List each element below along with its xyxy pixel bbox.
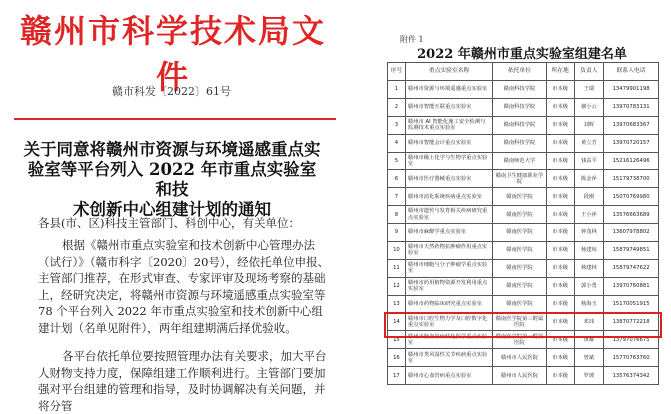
table-cell: 13607978802 [604,224,659,242]
page-gap [343,0,373,414]
table-cell: 赣南医学院 [493,277,546,295]
table-cell: 13970720157 [604,134,659,152]
table-cell: 市本级 [546,295,574,313]
table-cell: 13 [388,295,406,313]
table-cell: 7 [388,188,406,206]
salutation: 各县(市、区)科技主管部门、科创中心，有关单位： [38,216,300,230]
table-cell: 13576663689 [604,206,659,224]
table-cell: 赣州市脑血管病转化医学重点实验室 [405,331,492,349]
table-cell: 10 [388,242,406,260]
table-cell: 赣南科技学院 [493,116,546,134]
document-number: 赣市科发〔2022〕61号 [112,85,231,98]
table-cell: 市本级 [546,98,574,116]
table-cell: 赣州市医疗器械重点实验室 [405,170,492,188]
table-cell: 赣州市资源与环境遥感重点实验室 [405,81,492,99]
table-cell: 市本级 [546,277,574,295]
table-cell: 杨海玉 [574,295,604,313]
table-cell: 13479901198 [604,81,659,99]
table-cell: 赣州市 AI 智能化施工安全检测与监测技术重点实验室 [405,116,492,134]
table-cell: 赣州市天然药物抗肿瘤作用重点实验室 [405,242,492,260]
table-row [388,152,659,170]
table-row [388,116,659,134]
table-cell: 黄耀 [574,331,604,349]
table-cell: 赣南医学院 [493,259,546,277]
table-cell: 赣南医学院第三附属医院 [493,313,546,331]
table-cell: 赣南医学院 [493,242,546,260]
table-cell: 赣州市口腔生物力学及口腔数字化重点实验室 [405,313,492,331]
table-cell: 赣州市消化系统疾病重点实验室 [405,188,492,206]
table-cell: 市本级 [546,367,574,385]
table-row [388,295,659,313]
table-cell: 2 [388,98,406,116]
table-cell: 钟茂林 [574,224,604,242]
table-cell: 13970683367 [604,116,659,134]
table-cell: 郭小勇 [574,277,604,295]
table-cell: 15179738700 [604,170,659,188]
table-cell: 赣南科技学院 [493,81,546,99]
table-cell: 15 [388,331,406,349]
table-row [388,206,659,224]
table-cell: 赣州市智能会计重点实验室 [405,134,492,152]
table-cell: 市本级 [546,170,574,188]
table-cell: 13870772218 [604,313,659,331]
table-cell: 赣州市麻醉学重点实验室 [405,224,492,242]
document-masthead: 赣州市科学技术局文件 [19,12,326,96]
table-cell: 赣州市智能互联重点实验室 [405,98,492,116]
table-cell: 市本级 [546,242,574,260]
table-cell: 11 [388,259,406,277]
table-cell: 市本级 [546,331,574,349]
header-cell: 依托单位 [493,63,546,81]
table-cell: 赣州市类风湿性关节疾病重点实验室 [405,349,492,367]
table-row [388,170,659,188]
header-cell: 重点实验室名称 [405,63,492,81]
table-cell: 王瑞 [574,81,604,99]
table-row [388,98,659,116]
table-cell: 赣州市药物临床研究重点实验室 [405,295,492,313]
table-cell: 赣南科技学院 [493,134,546,152]
table-cell: 市本级 [546,134,574,152]
highlight-box [384,312,662,338]
table-cell: 市本级 [546,188,574,206]
table-cell: 赣州市心血管病重点实验室 [405,367,492,385]
header-cell: 联系人电话 [604,63,659,81]
body-paragraph-1: 根据《赣州市重点实验室和技术创新中心管理办法（试行）》（赣市科字〔2020〕20号），经依托单位申报、主管部门推荐，在形式审查、专家评审及现场考察的基础上，经研究决定，将赣州市资源与环境遥感重点实验室等 78 个平台列入 2022 年市重点实验室和技术创新中心组建计划（名单见附件），两年组建期满后择优验收。 [38,238,330,335]
table-cell: 刘晖 [574,116,604,134]
table-cell: 17 [388,367,406,385]
table-cell: 钱益平 [574,152,604,170]
table-cell: 3 [388,116,406,134]
table-cell: 段刚 [574,188,604,206]
table-row [388,367,659,385]
table-header-row [388,63,659,81]
table-cell: 赣州市遗传与发育相关疾病研究重点实验室 [405,206,492,224]
table-cell: 市本级 [546,152,574,170]
table-cell: 9 [388,224,406,242]
table-cell: 赣南医学院 [493,206,546,224]
table-cell: 市本级 [546,259,574,277]
title-line: 关于同意将赣州市资源与环境遥感重点实 [23,140,321,159]
table-row [388,259,659,277]
table-cell: 13576374342 [604,367,659,385]
table-cell: 14 [388,313,406,331]
table-cell: 市本级 [546,206,574,224]
table-cell: 杨建林 [574,259,604,277]
table-row [388,277,659,295]
table-cell: 赣州市细胞与分子肿瘤学重点实验室 [405,259,492,277]
table-cell: 4 [388,134,406,152]
table-cell: 杨建琼 [574,242,604,260]
table-cell: 邓玮 [574,313,604,331]
table-cell: 市本级 [546,224,574,242]
table-cell: 市本级 [546,116,574,134]
table-row [388,224,659,242]
header-cell: 负责人 [574,63,604,81]
header-cell: 序号 [388,63,406,81]
table-cell: 赣南卫生健康职业学院 [493,170,546,188]
table-cell: 陈金萍 [574,170,604,188]
table-cell: 黄立芳 [574,134,604,152]
table-cell: 16 [388,349,406,367]
table-cell: 赣南科技学院 [493,98,546,116]
body-paragraph-2: 各平台依托单位要按照管理办法有关要求，加大平台人财物支持力度，保障组建工作顺利进行。主管部门要加强对平台组建的管理和指导，及时协调解决有关问题，并将分管 [38,349,327,413]
table-cell: 15216126496 [604,152,659,170]
table-cell: 赣南医学院 [493,224,546,242]
table-cell: 赣南师范大学 [493,152,546,170]
title-line: 验室等平台列入 2022 年市重点实验室和技 [27,160,317,199]
table-cell: 8 [388,206,406,224]
table-cell: 15879747622 [604,259,659,277]
table-cell: 赣州市药用植物资源开发利用重点实验室 [405,277,492,295]
table-cell: 赣州市稀土化学与生物学重点实验室 [405,152,492,170]
table-cell: 15879749851 [604,242,659,260]
table-cell: 15770763760 [604,349,659,367]
table-cell: 曾斌 [574,349,604,367]
title-line: 术创新中心组建计划的通知 [73,200,271,219]
table-cell: 赣南医学院 [493,188,546,206]
red-divider [14,118,336,120]
table-cell: 13970783131 [604,98,659,116]
table-cell: 15070769980 [604,188,659,206]
table-cell: 市本级 [546,81,574,99]
table-cell: 谢小云 [574,98,604,116]
header-cell: 所在地 [546,63,574,81]
table-row [388,134,659,152]
table-cell: 13797076675 [604,331,659,349]
table-cell: 5 [388,152,406,170]
table-row [388,81,659,99]
table-cell: 赣南医学院第一附属医院 [493,331,546,349]
table-row [388,242,659,260]
table-cell: 市本级 [546,313,574,331]
table-cell: 市本级 [546,349,574,367]
table-title: 2022 年赣州市重点实验室组建名单 [417,47,627,62]
table-cell: 赣州市人民医院 [493,349,546,367]
table-cell: 王小萍 [574,206,604,224]
annex-label: 附件 1 [400,35,424,44]
table-cell: 15170051915 [604,295,659,313]
table-cell: 罗玻 [574,367,604,385]
notice-title [22,140,322,220]
table-cell: 12 [388,277,406,295]
table-cell: 赣南医学院 [493,295,546,313]
table-cell: 6 [388,170,406,188]
table-cell: 13970760881 [604,277,659,295]
table-row [388,349,659,367]
table-row [388,188,659,206]
table-cell: 赣州市人民医院 [493,367,546,385]
table-cell: 1 [388,81,406,99]
